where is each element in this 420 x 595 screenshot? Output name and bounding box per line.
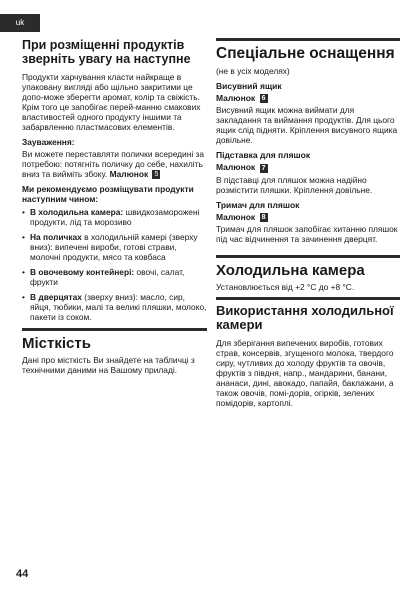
figure-6-badge: 6 bbox=[260, 94, 268, 103]
special-note: (не в усіх моделях) bbox=[216, 66, 290, 76]
note-text: Ви можете переставляти полички всередині за потребою: потягніть поличку до себе, нахиліть вниз та вийміть збоку. bbox=[22, 149, 205, 179]
section-divider bbox=[216, 255, 400, 258]
list-item: • В дверцятах (зверху вниз): масло, сир, яйця, тюбики, малі та великі пляшки, молоко, пакети із соком. bbox=[22, 292, 207, 323]
section-divider bbox=[216, 38, 400, 41]
figure-7-badge: 7 bbox=[260, 164, 268, 173]
usage-text: Для зберігання випечених виробів, готових страв, консервів, згущеного молока, твердого сиру, чутливих до холоду фруктів та овочів, фруктів з півдня, напр., мандарини, банани, ананаси, дині, авокадо, папайя, баклажани, а також овочів, помі-дорів, огірків, зелених помідорів, картоплі. bbox=[216, 337, 394, 408]
fridge-text: Установлюється від +2 °C до +8 °C. bbox=[216, 281, 355, 292]
special-heading: Спеціальне оснащення bbox=[216, 45, 395, 62]
drawer-figure-ref: Малюнок 6 bbox=[216, 93, 400, 103]
list-item: • На поличках в холодильній камері (зверху вниз): випечені вироби, готові страви, молочні продукти, мясо та ковбаса bbox=[22, 232, 198, 263]
capacity-heading: Місткість bbox=[22, 335, 91, 353]
bottle-holder-text: Тримач для пляшок запобігає хитанню пляшок під час відчинення та зачинення дверцят. bbox=[216, 223, 398, 244]
placement-text: Продукти харчування класти найкраще в упаковану вигляді або щільно закритими це допо-може зберегти аромат, колір та свіжість. Крім того це запобігає перей-манню смакових властивостей одного продукту іншими та забарвленню пластмасових елементів. bbox=[22, 72, 201, 132]
list-item: • В овочевому контейнері: овочі, салат, фрукти bbox=[22, 267, 185, 288]
usage-heading: Використання холодильної камери bbox=[216, 302, 394, 332]
recommend-heading: Ми рекомендуємо розміщувати продукти наступним чином: bbox=[22, 184, 194, 205]
note-heading: Зауваження: bbox=[22, 137, 75, 147]
figure-8-badge: 8 bbox=[260, 213, 268, 222]
bottle-stand-text: В підставці для пляшок можна надійно розмістити пляшки. Кріплення довільне. bbox=[216, 174, 373, 195]
capacity-text: Дані про місткість Ви знайдете на табличці з технічними даними на Вашому приладі. bbox=[22, 355, 195, 376]
language-badge: uk bbox=[0, 14, 40, 32]
section-divider bbox=[22, 328, 207, 331]
bottle-holder-figure-ref: Малюнок 8 bbox=[216, 212, 400, 222]
recommend-list bbox=[22, 207, 207, 322]
figure-5-badge: 5 bbox=[152, 170, 160, 179]
list-item: • В холодильна камера: швидкозаморожені продукти, лід та морозиво bbox=[22, 207, 200, 228]
bottle-stand-figure-ref: Малюнок 7 bbox=[216, 162, 400, 172]
placement-heading: При розміщенні продуктів зверніть увагу на наступне bbox=[22, 38, 191, 66]
right-column bbox=[216, 38, 400, 413]
drawer-text: Висувний ящик можна виймати для закладання та виймання продуктів. Для цього ящик слід підняти. Кріплення висувного ящика довільне. bbox=[216, 105, 398, 146]
section-divider bbox=[216, 297, 400, 300]
left-column bbox=[22, 38, 207, 380]
bottle-holder-heading: Тримач для пляшок bbox=[216, 199, 300, 210]
fridge-heading: Холодильна камера bbox=[216, 261, 365, 279]
bottle-stand-heading: Підставка для пляшок bbox=[216, 150, 311, 161]
drawer-heading: Висувний ящик bbox=[216, 81, 282, 91]
page-number: 44 bbox=[16, 568, 29, 580]
note-paragraph bbox=[22, 149, 207, 179]
note-figure-label: Малюнок bbox=[109, 169, 149, 179]
